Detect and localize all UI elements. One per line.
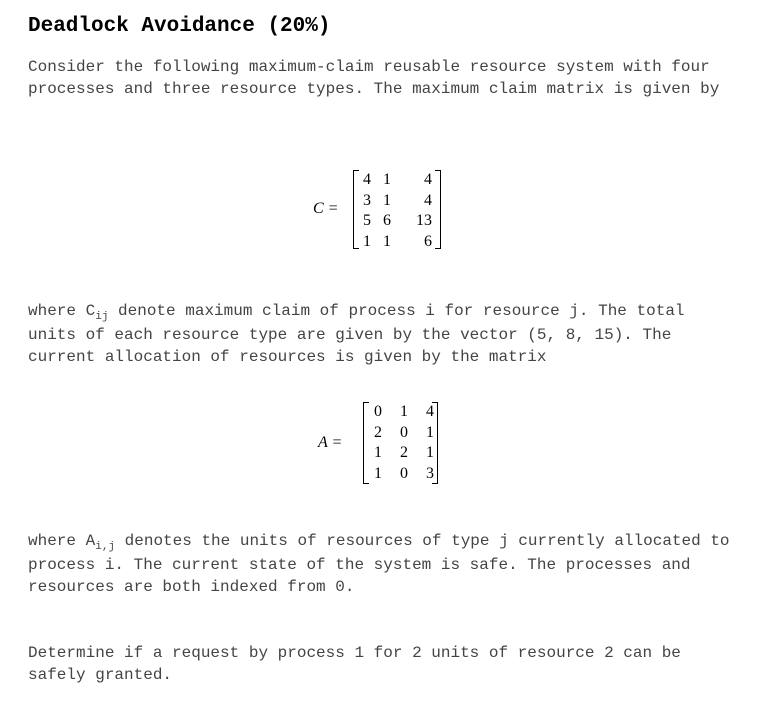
matrix-row [358, 232, 432, 253]
matrix-row [366, 423, 442, 444]
matrix-cell: 4 [424, 171, 432, 188]
matrix-row [366, 464, 442, 485]
matrix-cell: 2 [374, 423, 382, 441]
matrix-c-label: C = [313, 200, 339, 217]
text-fragment: where A [28, 532, 96, 550]
question-paragraph: Determine if a request by process 1 for 2 units of resource 2 can be safely granted. [28, 644, 691, 684]
text-fragment: denote maximum claim of process i for resource j. The total units of each resource type are given by the vector (5, 8, 15). The current allocation of resources is given by the matrix [28, 302, 695, 366]
matrix-cell: 0 [400, 423, 408, 441]
allocation-matrix [366, 402, 442, 484]
matrix-cell: 2 [400, 444, 408, 461]
subscript: i,j [95, 541, 116, 553]
matrix-row [358, 170, 432, 191]
text-fragment: where C [28, 302, 96, 320]
matrix-cell: 1 [400, 403, 408, 420]
matrix-cell: 1 [383, 232, 391, 250]
matrix-cell: 4 [426, 403, 434, 420]
allocation-description-paragraph [28, 530, 738, 598]
matrix-cell: 6 [383, 212, 391, 229]
matrix-c-right-bracket [435, 170, 441, 249]
matrix-cell: 1 [426, 444, 434, 461]
matrix-cell: 5 [363, 212, 371, 229]
allocation-matrix-equation [318, 402, 518, 484]
matrix-cell: 1 [383, 171, 391, 188]
subscript: ij [95, 311, 109, 323]
matrix-cell: 4 [424, 191, 432, 209]
matrix-cell: 4 [363, 171, 371, 188]
matrix-a-label: A = [318, 434, 343, 451]
matrix-row [366, 443, 442, 464]
matrix-cell: 1 [383, 191, 391, 209]
matrix-row [358, 191, 432, 212]
matrix-a-right-bracket [432, 402, 438, 484]
matrix-cell: 1 [374, 464, 382, 482]
matrix-cell: 1 [426, 423, 434, 441]
matrix-cell: 6 [424, 232, 432, 250]
matrix-cell: 0 [400, 464, 408, 482]
matrix-cell: 0 [374, 403, 382, 420]
matrix-row [358, 211, 432, 232]
matrix-row [366, 402, 442, 423]
matrix-cell: 1 [363, 232, 371, 250]
text-fragment: denotes the units of resources of type j currently allocated to process i. The current state of the system is safe. The processes and resources are both indexed from 0. [28, 532, 740, 596]
matrix-cell: 1 [374, 444, 382, 461]
matrix-cell: 13 [416, 212, 432, 229]
matrix-cell: 3 [363, 191, 371, 209]
matrix-cell: 3 [426, 464, 434, 482]
intro-paragraph: Consider the following maximum-claim reusable resource system with four processes and three resource types. The maximum claim matrix is given by [28, 58, 720, 98]
claim-description-paragraph [28, 300, 728, 368]
question-heading: Deadlock Avoidance (20%) [28, 15, 331, 38]
max-claim-matrix [358, 170, 432, 252]
max-claim-matrix-equation [313, 170, 763, 250]
